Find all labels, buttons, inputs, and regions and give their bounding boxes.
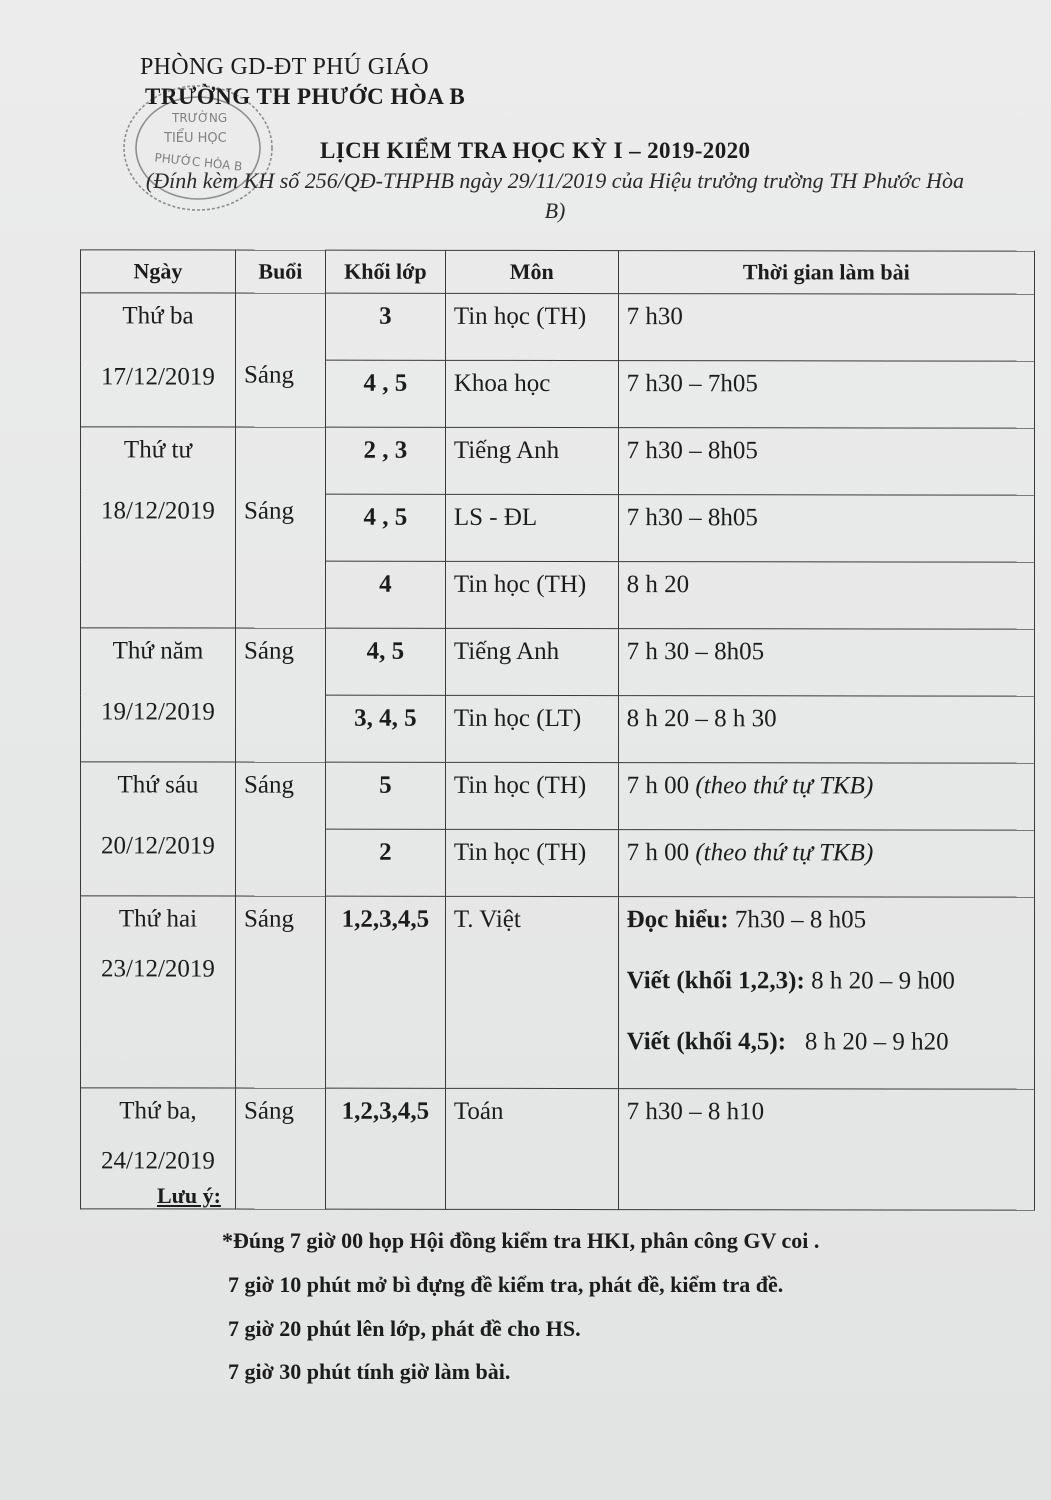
day-date: 20/12/2019 [101, 832, 215, 860]
exam-schedule-table [80, 249, 1035, 1210]
time-cell: 7 h 30 – 8h05 [618, 629, 1034, 697]
header-day: Ngày [81, 250, 236, 293]
table-row [81, 427, 1035, 495]
session-cell: Sáng [235, 896, 325, 1088]
subject-cell: Tin học (TH) [445, 293, 618, 360]
table-row [81, 628, 1035, 696]
time-cell: 7 h30 – 7h05 [618, 361, 1034, 429]
schedule-subtitle: (Đính kèm KH số 256/QĐ-THPHB ngày 29/11/2019 của Hiệu trưởng trường TH Phước Hòa B) [145, 168, 965, 223]
subject-cell: Tiếng Anh [445, 628, 618, 695]
notes-title: Lưu ý: [157, 1183, 221, 1208]
grade-cell: 2 [325, 829, 445, 896]
day-date: 17/12/2019 [101, 363, 215, 391]
schedule-title: LỊCH KIỂM TRA HỌC KỲ I – 2019-2020 [320, 138, 751, 163]
session-cell: Sáng [235, 628, 325, 762]
time-cell [618, 830, 1034, 898]
seal-line-2: TIỂU HỌC [164, 131, 227, 146]
time-line [627, 1027, 1026, 1089]
time-line-label: Viết (khối 1,2,3): [626, 967, 805, 995]
subject-cell: Tiếng Anh [445, 427, 618, 494]
grade-cell: 1,2,3,4,5 [325, 896, 445, 1088]
day-date: 19/12/2019 [101, 698, 215, 726]
time-cell: 7 h30 – 8 h10 [618, 1089, 1034, 1211]
header-time: Thời gian làm bài [618, 251, 1034, 295]
school-name: TRƯỜNG TH PHƯỚC HÒA B [145, 84, 466, 109]
header-session: Buổi [235, 250, 325, 293]
time-line-label: Đọc hiểu: [626, 906, 729, 934]
seal-line-3: PHƯỚC HÒA B [153, 150, 244, 174]
time-line-value: 8 h 20 – 9 h20 [786, 1028, 949, 1056]
table-row [81, 293, 1035, 361]
day-date: 24/12/2019 [101, 1147, 215, 1175]
grade-cell: 3, 4, 5 [325, 695, 445, 762]
grade-cell: 4 [325, 561, 445, 628]
grade-cell: 1,2,3,4,5 [325, 1088, 445, 1209]
table-row [81, 1088, 1035, 1210]
day-name: Thứ sáu [117, 771, 199, 799]
day-cell [81, 896, 236, 1088]
time-value: 7 h 00 [626, 772, 690, 800]
day-cell [81, 427, 236, 628]
time-cell: 8 h 20 [618, 562, 1034, 630]
time-cell: 8 h 20 – 8 h 30 [618, 696, 1034, 764]
grade-cell: 2 , 3 [325, 427, 445, 494]
day-name: Thứ ba, [119, 1097, 197, 1125]
time-cell: 7 h30 – 8h05 [618, 495, 1034, 563]
table-header-row [81, 250, 1035, 294]
day-name: Thứ ba [122, 302, 194, 330]
grade-cell: 4 , 5 [325, 360, 445, 427]
session-cell [235, 427, 325, 628]
time-line-value: 7h30 – 8 h05 [728, 906, 867, 934]
note-item: 7 giờ 10 phút mở bì đựng đề kiểm tra, phát đề, kiểm tra đề. [228, 1272, 784, 1297]
day-date: 18/12/2019 [101, 497, 215, 525]
time-cell [618, 763, 1034, 831]
time-note: (theo thứ tự TKB) [695, 772, 874, 800]
time-line [627, 966, 1026, 1028]
note-item: *Đúng 7 giờ 00 họp Hội đồng kiểm tra HKI, phân công GV coi . [222, 1228, 820, 1253]
table-row [81, 896, 1035, 1089]
day-name: Thứ năm [112, 637, 204, 665]
time-line [627, 905, 1026, 967]
time-line-label: Viết (khối 4,5): [626, 1028, 787, 1056]
note-item: 7 giờ 30 phút tính giờ làm bài. [228, 1359, 511, 1384]
header-grade: Khối lớp [325, 250, 445, 293]
time-note: (theo thứ tự TKB) [695, 839, 874, 867]
day-date: 23/12/2019 [101, 955, 215, 983]
day-name: Thứ tư [123, 436, 192, 464]
session-label: Sáng [243, 497, 294, 525]
subject-cell: Toán [445, 1088, 618, 1209]
grade-cell: 3 [325, 293, 445, 360]
day-cell [81, 628, 236, 762]
subject-cell: Tin học (TH) [445, 829, 618, 896]
department-name: PHÒNG GD-ĐT PHÚ GIÁO [140, 54, 429, 80]
subject-cell: Tin học (TH) [445, 561, 618, 628]
day-cell [81, 762, 236, 896]
session-cell: Sáng [235, 293, 325, 427]
seal-line-1: TRƯỜNG [172, 111, 228, 125]
subject-cell: LS - ĐL [445, 494, 618, 561]
day-name: Thứ hai [118, 905, 198, 933]
time-value: 7 h 00 [626, 839, 690, 867]
subject-cell: Khoa học [445, 360, 618, 427]
note-item: 7 giờ 20 phút lên lớp, phát đề cho HS. [228, 1316, 581, 1341]
table-row [81, 762, 1035, 830]
time-cell: 7 h30 – 8h05 [618, 428, 1034, 496]
grade-cell: 5 [325, 762, 445, 829]
session-cell: Sáng [235, 762, 325, 896]
grade-cell: 4, 5 [325, 628, 445, 695]
session-cell: Sáng [235, 1088, 325, 1209]
subject-cell: T. Việt [445, 896, 618, 1088]
time-cell: 7 h30 [618, 294, 1034, 362]
header-subject: Môn [445, 250, 618, 293]
time-line-value: 8 h 20 – 9 h00 [804, 967, 955, 995]
day-cell [81, 293, 236, 427]
time-cell [618, 897, 1034, 1090]
subject-cell: Tin học (LT) [445, 695, 618, 762]
subject-cell: Tin học (TH) [445, 762, 618, 829]
grade-cell: 4 , 5 [325, 494, 445, 561]
